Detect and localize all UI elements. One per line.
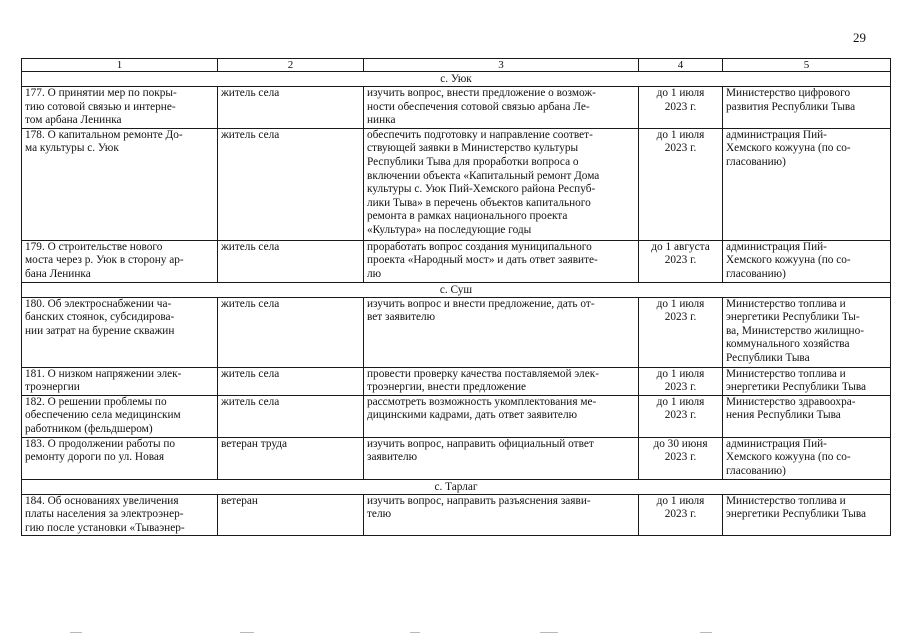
- measure: изучить вопрос и внести предложение, дать от- вет заявителю: [364, 297, 639, 367]
- measure: изучить вопрос, направить разъяснения заяви- телю: [364, 494, 639, 536]
- initiator: житель села: [218, 395, 364, 437]
- initiator: житель села: [218, 367, 364, 395]
- table-row: [22, 367, 891, 395]
- measure: провести проверку качества поставляемой элек- троэнергии, внести предложение: [364, 367, 639, 395]
- item-description: 178. О капитальном ремонте До- ма культуры с. Уюк: [22, 128, 218, 240]
- responsible: Министерство цифрового развития Республики Тыва: [723, 87, 891, 129]
- column-header-cell: 2: [218, 59, 364, 72]
- responsible: Министерство топлива и энергетики Республики Ты- ва, Министерство жилищно- коммунального хозяйства Республики Тыва: [723, 297, 891, 367]
- item-description: 180. Об электроснабжении ча- банских стоянок, субсидирова- нии затрат на бурение скважин: [22, 297, 218, 367]
- section-row: [22, 282, 891, 297]
- deadline: до 1 июля 2023 г.: [639, 395, 723, 437]
- section-row: [22, 479, 891, 494]
- column-header-cell: 3: [364, 59, 639, 72]
- initiator: житель села: [218, 297, 364, 367]
- section-row: [22, 72, 891, 87]
- table-row: [22, 87, 891, 129]
- table-row: [22, 437, 891, 479]
- initiator: ветеран: [218, 494, 364, 536]
- initiator: ветеран труда: [218, 437, 364, 479]
- responsible: Министерство топлива и энергетики Республики Тыва: [723, 494, 891, 536]
- column-header-cell: 4: [639, 59, 723, 72]
- measures-table: [21, 58, 891, 536]
- table-row: [22, 128, 891, 240]
- deadline: до 1 июля 2023 г.: [639, 297, 723, 367]
- initiator: житель села: [218, 128, 364, 240]
- deadline: до 1 июля 2023 г.: [639, 494, 723, 536]
- deadline: до 1 августа 2023 г.: [639, 240, 723, 282]
- table-row: [22, 240, 891, 282]
- measure: обеспечить подготовку и направление соответ- ствующей заявки в Министерство культуры Республики Тыва для проработки вопроса о включении объекта «Капитальный ремонт Дома культуры с. Уюк Пий-Хемского района Респуб- лики Тыва» в перечень объектов капитального ремонта в рамках национального проекта «Культура» на последующие годы: [364, 128, 639, 240]
- measure: изучить вопрос, направить официальный ответ заявителю: [364, 437, 639, 479]
- deadline: до 30 июня 2023 г.: [639, 437, 723, 479]
- scan-artifact-line: [410, 632, 420, 633]
- table-row: [22, 494, 891, 536]
- deadline: до 1 июля 2023 г.: [639, 87, 723, 129]
- scan-artifact-line: [540, 632, 558, 633]
- responsible: администрация Пий- Хемского кожууна (по со- гласованию): [723, 437, 891, 479]
- section-title: с. Тарлаг: [22, 479, 891, 494]
- measure: рассмотреть возможность укомплектования ме- дицинскими кадрами, дать ответ заявителю: [364, 395, 639, 437]
- scan-artifact-line: [70, 632, 82, 633]
- deadline: до 1 июля 2023 г.: [639, 367, 723, 395]
- initiator: житель села: [218, 240, 364, 282]
- page-number: 29: [853, 30, 866, 45]
- table-row: [22, 297, 891, 367]
- responsible: Министерство топлива и энергетики Республики Тыва: [723, 367, 891, 395]
- responsible: администрация Пий- Хемского кожууна (по со- гласованию): [723, 128, 891, 240]
- table-row: [22, 395, 891, 437]
- item-description: 179. О строительстве нового моста через р. Уюк в сторону ар- бана Ленинка: [22, 240, 218, 282]
- item-description: 183. О продолжении работы по ремонту дороги по ул. Новая: [22, 437, 218, 479]
- column-header-row: [22, 59, 891, 72]
- column-header-cell: 5: [723, 59, 891, 72]
- column-header-cell: 1: [22, 59, 218, 72]
- deadline: до 1 июля 2023 г.: [639, 128, 723, 240]
- scan-artifact-line: [240, 632, 254, 633]
- measure: проработать вопрос создания муниципального проекта «Народный мост» и дать ответ заявите- лю: [364, 240, 639, 282]
- item-description: 182. О решении проблемы по обеспечению села медицинским работником (фельдшером): [22, 395, 218, 437]
- section-title: с. Уюк: [22, 72, 891, 87]
- responsible: администрация Пий- Хемского кожууна (по со- гласованию): [723, 240, 891, 282]
- item-description: 177. О принятии мер по покры- тию сотовой связью и интерне- том арбана Ленинка: [22, 87, 218, 129]
- initiator: житель села: [218, 87, 364, 129]
- measure: изучить вопрос, внести предложение о возмож- ности обеспечения сотовой связью арбана Ле- нинка: [364, 87, 639, 129]
- item-description: 181. О низком напряжении элек- троэнергии: [22, 367, 218, 395]
- section-title: с. Суш: [22, 282, 891, 297]
- responsible: Министерство здравоохра- нения Республики Тыва: [723, 395, 891, 437]
- item-description: 184. Об основаниях увеличения платы населения за электроэнер- гию после установки «Тываэнер-: [22, 494, 218, 536]
- scan-artifact-line: [700, 632, 712, 633]
